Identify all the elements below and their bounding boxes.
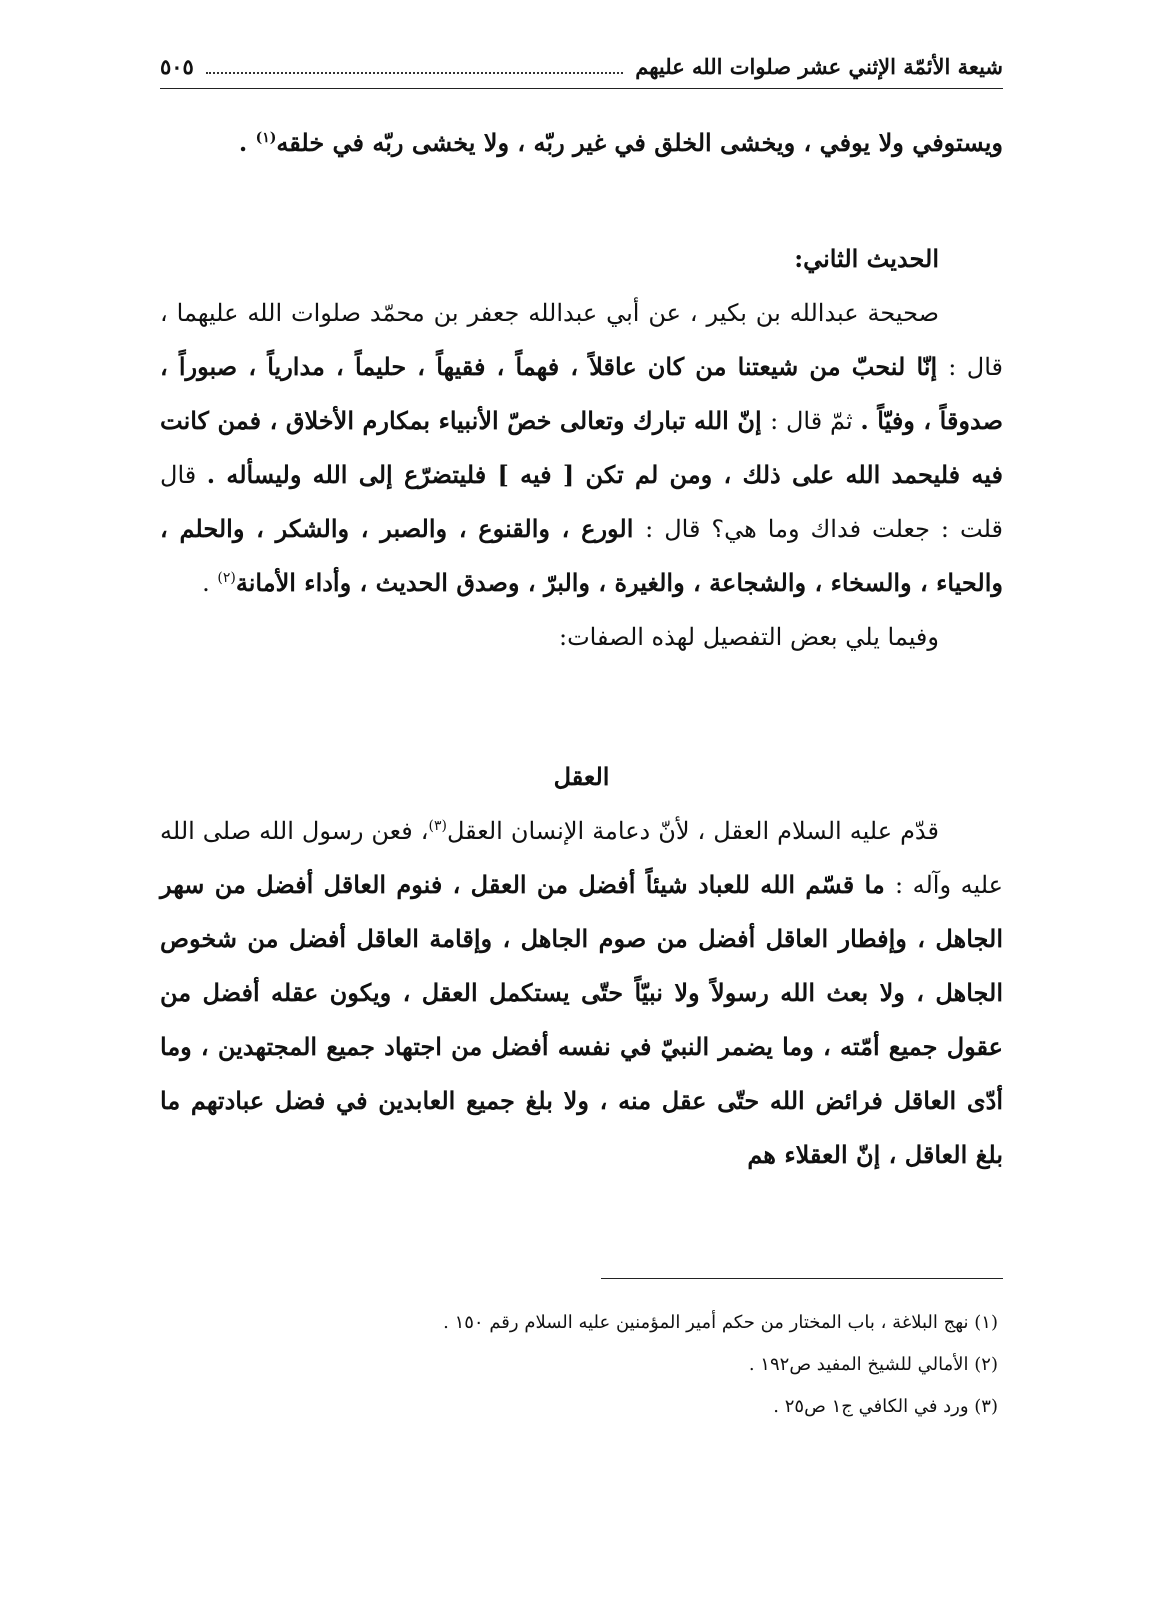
- hadith-quote-2: إنّ الله تبارك وتعالى خصّ الأنبياء بمكارم الأخلاق ، فمن كانت فيه فليحمد الله على ذلك ، ومن لم تكن [ فيه ] فليتضرّع إلى الله وليسأله .: [160, 406, 1003, 489]
- closing-sentence: وفيما يلي بعض التفصيل لهذه الصفات:: [559, 623, 939, 651]
- hadith-quote-3: الورع ، والقنوع ، والصبر ، والشكر ، والحلم ، والحياء ، والسخاء ، والشجاعة ، والغيرة ، والبرّ ، وصدق الحديث ، وأداء الأمانة: [160, 514, 1003, 597]
- footnote-item: (٢) الأمالي للشيخ المفيد ص١٩٢ .: [748, 1354, 998, 1375]
- intellect-paragraph: [160, 804, 1003, 1182]
- page-number: ٥٠٥: [160, 53, 194, 79]
- continued-paragraph-text: ويستوفي ولا يوفي ، ويخشى الخلق في غير ربّه ، ولا يخشى ربّه في خلقه: [276, 128, 1003, 157]
- hadith-quote-1: إنّا لنحبّ من شيعتنا من كان عاقلاً ، فهماً ، فقيهاً ، حليماً ، مدارياً ، صبوراً ، صدوقاً ، وفيّاً .: [160, 352, 1004, 435]
- section-heading-hadith-2: الحديث الثاني:: [794, 244, 939, 273]
- intellect-intro: قدّم عليه السلام العقل ، لأنّ دعامة الإنسان العقل: [446, 817, 939, 845]
- running-title: شيعة الأئمّة الإثني عشر صلوات الله عليهم: [635, 53, 1003, 79]
- hadith-qala: قال قلت : جعلت فداك وما هي؟ قال :: [160, 461, 1003, 543]
- hadith-intro: صحيحة عبدالله بن بكير ، عن أبي عبدالله جعفر بن محمّد صلوات الله عليهما ، قال :: [160, 299, 1004, 381]
- continued-paragraph-end: .: [238, 128, 256, 157]
- intellect-intro-2: ، فعن رسول الله صلى الله عليه وآله :: [160, 817, 1004, 899]
- running-header: [160, 44, 1003, 89]
- section-heading-intellect: العقل: [553, 762, 610, 791]
- main-text: [160, 116, 1003, 1182]
- hadith-end: .: [202, 569, 218, 597]
- footnote-item: (٣) ورد في الكافي ج١ ص٢٥ .: [773, 1396, 998, 1417]
- footnote-item: (١) نهج البلاغة ، باب المختار من حكم أمير المؤمنين عليه السلام رقم ١٥٠ .: [443, 1312, 998, 1333]
- continued-paragraph: [160, 116, 1003, 170]
- leader-dots: [206, 58, 623, 74]
- hadith-paragraph: [160, 286, 1003, 610]
- intellect-quote: ما قسّم الله للعباد شيئاً أفضل من العقل ، فنوم العاقل أفضل من سهر الجاهل ، وإفطار العاقل أفضل من صوم الجاهل ، وإقامة العاقل أفضل من شخوص الجاهل ، ولا بعث الله رسولاً ولا نبيّاً حتّى يستكمل العقل ، ويكون عقله أفضل من عقول جميع أمّته ، وما يضمر النبيّ في نفسه أفضل من اجتهاد جميع المجتهدين ، وما أدّى العاقل فرائض الله حتّى عقل منه ، ولا بلغ جميع العابدين في فضل عبادتهم ما بلغ العاقل ، إنّ العقلاء هم: [160, 870, 1003, 1169]
- hadith-thumma: ثمّ قال :: [770, 407, 861, 435]
- footnote-ref-2: (٢): [217, 570, 236, 586]
- footnote-ref-3: (٣): [428, 818, 447, 834]
- footnote-ref-1: (١): [255, 130, 277, 146]
- footnotes: [160, 1302, 998, 1428]
- spacer: [160, 664, 1003, 750]
- spacer: [160, 170, 1003, 232]
- footnote-divider: [601, 1278, 1003, 1279]
